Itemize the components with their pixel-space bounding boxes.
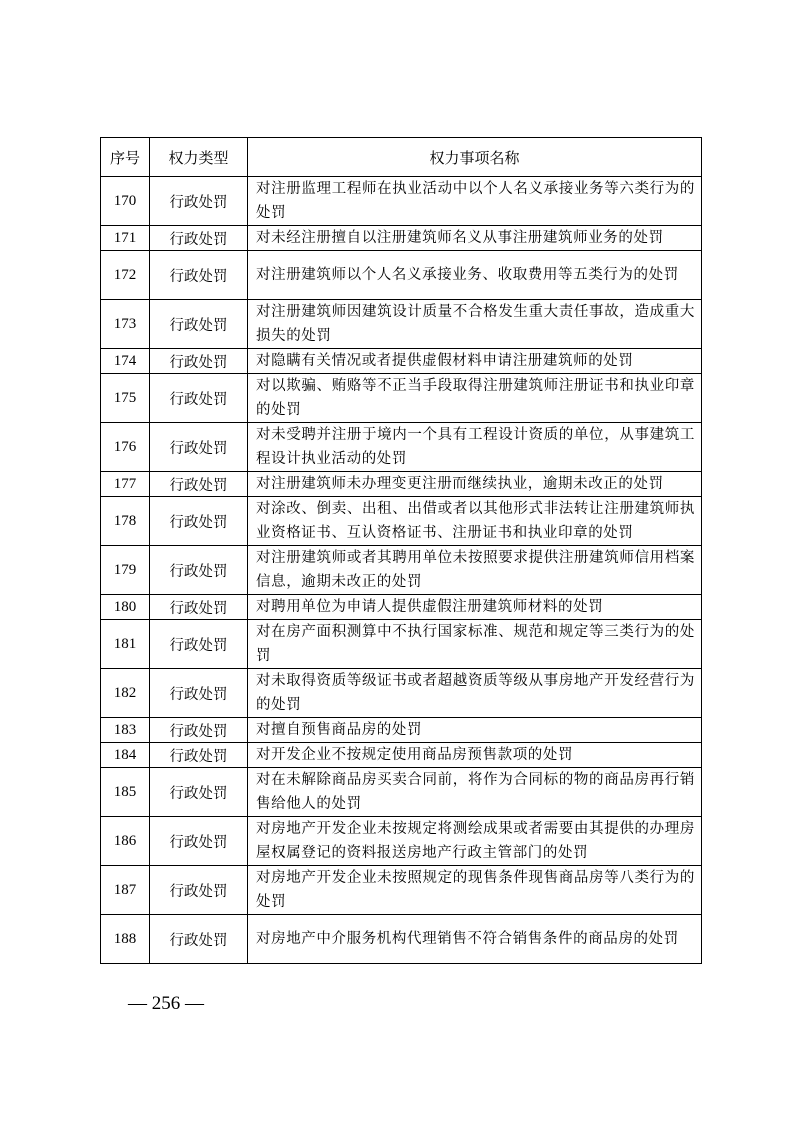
row-power-name: 对注册建筑师未办理变更注册而继续执业，逾期未改正的处罚: [248, 472, 702, 497]
table-row: [101, 177, 702, 226]
row-power-name: 对未取得资质等级证书或者超越资质等级从事房地产开发经营行为的处罚: [248, 669, 702, 718]
row-power-name: 对注册建筑师因建筑设计质量不合格发生重大责任事故，造成重大损失的处罚: [248, 300, 702, 349]
row-number: 178: [101, 497, 150, 546]
table-row: [101, 718, 702, 743]
table-row: [101, 423, 702, 472]
table-row: [101, 349, 702, 374]
table-row: [101, 915, 702, 964]
table-row: [101, 472, 702, 497]
row-power-name: 对开发企业不按规定使用商品房预售款项的处罚: [248, 743, 702, 768]
row-power-name: 对隐瞒有关情况或者提供虚假材料申请注册建筑师的处罚: [248, 349, 702, 374]
row-power-type: 行政处罚: [150, 423, 248, 472]
row-power-type: 行政处罚: [150, 497, 248, 546]
header-name: 权力事项名称: [248, 138, 702, 177]
table-row: [101, 817, 702, 866]
row-power-type: 行政处罚: [150, 915, 248, 964]
row-power-type: 行政处罚: [150, 472, 248, 497]
table-row: [101, 866, 702, 915]
row-power-type: 行政处罚: [150, 595, 248, 620]
row-power-type: 行政处罚: [150, 620, 248, 669]
table-row: [101, 743, 702, 768]
row-number: 172: [101, 251, 150, 300]
row-power-type: 行政处罚: [150, 669, 248, 718]
table-row: [101, 768, 702, 817]
row-number: 187: [101, 866, 150, 915]
row-power-type: 行政处罚: [150, 743, 248, 768]
row-power-name: 对未经注册擅自以注册建筑师名义从事注册建筑师业务的处罚: [248, 226, 702, 251]
row-number: 173: [101, 300, 150, 349]
row-power-name: 对擅自预售商品房的处罚: [248, 718, 702, 743]
row-power-name: 对房地产开发企业未按照规定的现售条件现售商品房等八类行为的处罚: [248, 866, 702, 915]
row-power-type: 行政处罚: [150, 349, 248, 374]
row-power-name: 对注册建筑师或者其聘用单位未按照要求提供注册建筑师信用档案信息，逾期未改正的处罚: [248, 546, 702, 595]
row-power-name: 对涂改、倒卖、出租、出借或者以其他形式非法转让注册建筑师执业资格证书、互认资格证书、注册证书和执业印章的处罚: [248, 497, 702, 546]
table-row: [101, 595, 702, 620]
row-number: 174: [101, 349, 150, 374]
table-row: [101, 620, 702, 669]
row-power-name: 对在未解除商品房买卖合同前，将作为合同标的物的商品房再行销售给他人的处罚: [248, 768, 702, 817]
row-number: 185: [101, 768, 150, 817]
row-power-type: 行政处罚: [150, 718, 248, 743]
row-power-name: 对房地产开发企业未按规定将测绘成果或者需要由其提供的办理房屋权属登记的资料报送房地产行政主管部门的处罚: [248, 817, 702, 866]
row-power-name: 对注册监理工程师在执业活动中以个人名义承接业务等六类行为的处罚: [248, 177, 702, 226]
row-number: 171: [101, 226, 150, 251]
table-row: [101, 497, 702, 546]
table-row: [101, 374, 702, 423]
row-power-type: 行政处罚: [150, 768, 248, 817]
row-power-name: 对房地产中介服务机构代理销售不符合销售条件的商品房的处罚: [248, 915, 702, 964]
page-number: — 256 —: [128, 993, 204, 1014]
row-number: 183: [101, 718, 150, 743]
row-power-type: 行政处罚: [150, 866, 248, 915]
row-number: 188: [101, 915, 150, 964]
power-list-table: [100, 137, 702, 964]
table-row: [101, 226, 702, 251]
row-number: 170: [101, 177, 150, 226]
row-power-name: 对注册建筑师以个人名义承接业务、收取费用等五类行为的处罚: [248, 251, 702, 300]
row-power-type: 行政处罚: [150, 226, 248, 251]
row-number: 177: [101, 472, 150, 497]
row-power-name: 对未受聘并注册于境内一个具有工程设计资质的单位，从事建筑工程设计执业活动的处罚: [248, 423, 702, 472]
table-row: [101, 546, 702, 595]
table-row: [101, 300, 702, 349]
row-number: 182: [101, 669, 150, 718]
header-type: 权力类型: [150, 138, 248, 177]
row-power-type: 行政处罚: [150, 817, 248, 866]
header-number: 序号: [101, 138, 150, 177]
table-body: [101, 177, 702, 964]
row-power-type: 行政处罚: [150, 374, 248, 423]
row-number: 180: [101, 595, 150, 620]
row-number: 176: [101, 423, 150, 472]
row-power-name: 对在房产面积测算中不执行国家标准、规范和规定等三类行为的处罚: [248, 620, 702, 669]
row-power-type: 行政处罚: [150, 300, 248, 349]
row-number: 186: [101, 817, 150, 866]
table-row: [101, 669, 702, 718]
row-number: 179: [101, 546, 150, 595]
row-power-type: 行政处罚: [150, 546, 248, 595]
row-number: 175: [101, 374, 150, 423]
row-power-name: 对聘用单位为申请人提供虚假注册建筑师材料的处罚: [248, 595, 702, 620]
row-power-name: 对以欺骗、贿赂等不正当手段取得注册建筑师注册证书和执业印章的处罚: [248, 374, 702, 423]
row-power-type: 行政处罚: [150, 177, 248, 226]
row-power-type: 行政处罚: [150, 251, 248, 300]
table-row: [101, 251, 702, 300]
table-header-row: [101, 138, 702, 177]
row-number: 181: [101, 620, 150, 669]
row-number: 184: [101, 743, 150, 768]
